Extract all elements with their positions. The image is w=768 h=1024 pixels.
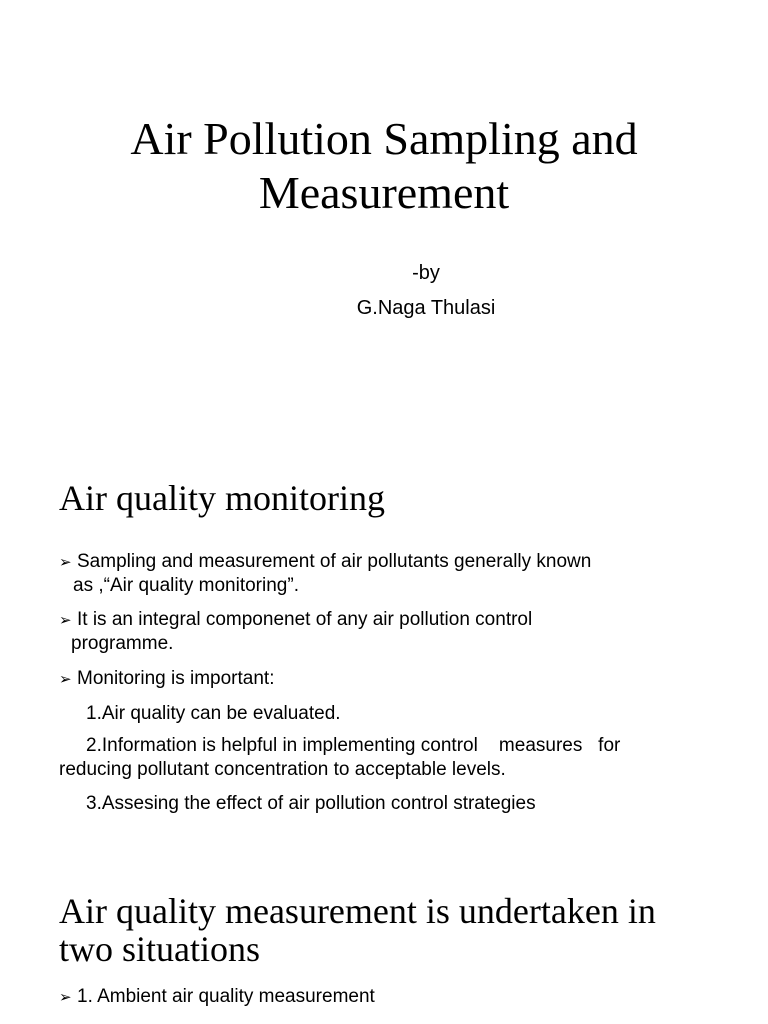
monitoring-slide — [0, 432, 768, 864]
bullet-item — [59, 608, 699, 656]
bullet-item — [59, 550, 699, 598]
author-name: G.Naga Thulasi — [356, 297, 496, 319]
bullet-text-continued: programme. — [71, 633, 174, 654]
title-slide — [0, 0, 768, 432]
arrow-bullet-icon: ➢ — [59, 611, 72, 629]
bullet-text: 1. Ambient air quality measurement — [77, 986, 375, 1007]
heading-line-2: two situations — [59, 929, 261, 969]
heading-line-1: Air quality measurement is undertaken in — [59, 891, 656, 931]
list-item — [59, 702, 709, 726]
list-item-text-continued: reducing pollutant concentration to acceptable levels. — [59, 759, 506, 780]
slide-heading: Air quality monitoring — [59, 478, 385, 518]
slide-heading — [59, 892, 709, 968]
bullet-text: It is an integral componenet of any air pollution control — [77, 609, 533, 630]
by-label: -by — [412, 262, 440, 284]
list-item — [59, 734, 709, 782]
arrow-bullet-icon: ➢ — [59, 553, 72, 571]
list-item-text: 3.Assesing the effect of air pollution control strategies — [86, 793, 536, 814]
title-line-1: Air Pollution Sampling and — [130, 113, 638, 164]
presentation-title — [0, 112, 768, 220]
title-line-2: Measurement — [258, 167, 510, 218]
bullet-text-continued: as ,“Air quality monitoring”. — [73, 575, 299, 596]
arrow-bullet-icon: ➢ — [59, 988, 72, 1006]
list-item-text: 1.Air quality can be evaluated. — [86, 703, 341, 724]
bullet-item — [59, 667, 699, 691]
list-item-text: 2.Information is helpful in implementing control measures for — [86, 735, 621, 756]
measurement-situations-slide — [0, 864, 768, 1024]
list-item — [59, 792, 709, 816]
bullet-text: Monitoring is important: — [77, 668, 275, 689]
arrow-bullet-icon: ➢ — [59, 670, 72, 688]
bullet-text: Sampling and measurement of air pollutants generally known — [77, 551, 592, 572]
bullet-item — [59, 985, 699, 1009]
